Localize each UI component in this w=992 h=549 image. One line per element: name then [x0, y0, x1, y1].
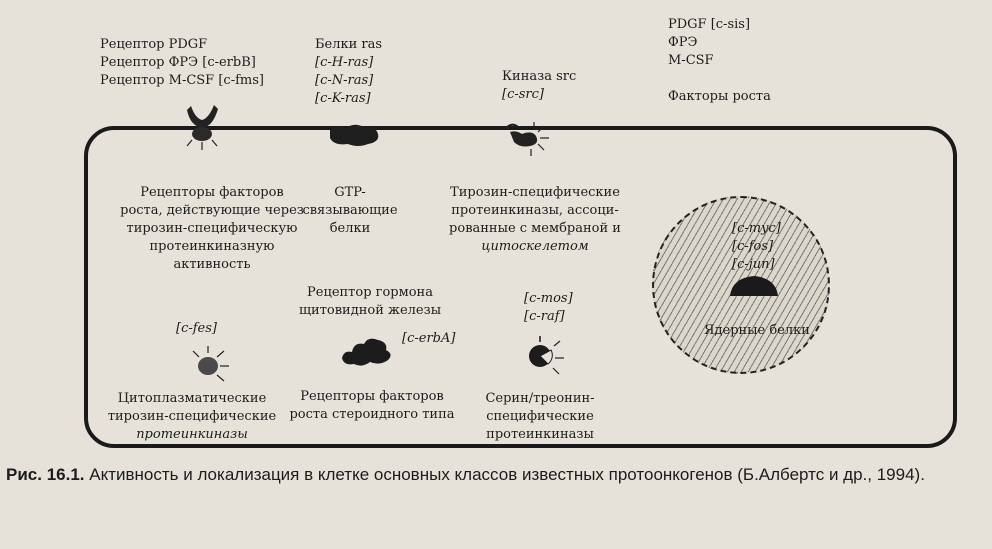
- src-kinase-labels: [502, 68, 576, 104]
- cytoplasmic-line-2: тирозин-специфические: [107, 409, 277, 424]
- serine-description: [470, 390, 610, 444]
- c-n-ras-label: [c-N-ras]: [315, 73, 374, 88]
- receptor-line-5: активность: [173, 257, 251, 272]
- serine-line-2: специфические: [486, 409, 594, 424]
- receptor-line-2: роста, действующие через: [120, 203, 304, 218]
- receptor-icon: [178, 100, 228, 162]
- serine-kinase-icon: [518, 334, 572, 378]
- growth-factors-labels: [668, 16, 771, 106]
- gtp-line-2: связывающие: [302, 203, 398, 218]
- serine-line-1: Серин/треонин-: [485, 391, 595, 406]
- ras-title: Белки ras: [315, 37, 383, 52]
- c-erba-label: [c-erbA]: [402, 331, 456, 346]
- figure-number: Рис. 16.1.: [6, 465, 85, 484]
- mcsf-label: M-CSF: [668, 53, 714, 68]
- steroid-line-2: роста стероидного типа: [289, 407, 455, 422]
- cytoplasmic-description: [92, 390, 292, 444]
- receptor-line-1: Рецепторы факторов: [140, 185, 284, 200]
- cytoplasmic-line-1: Цитоплазматические: [117, 391, 267, 406]
- nuclear-proteins-label: Ядерные белки: [704, 323, 810, 338]
- serine-line-3: протеинкиназы: [486, 427, 594, 442]
- gtp-line-3: белки: [329, 221, 371, 236]
- src-kinase-title: Киназа src: [502, 69, 577, 84]
- nuclear-genes: [732, 220, 781, 274]
- egf-receptor-line: Рецептор ФРЭ [c-erbB]: [100, 55, 256, 70]
- thyroid-line-2: щитовидной железы: [298, 303, 442, 318]
- nuclear-protein-icon: [726, 272, 782, 300]
- cmos-craf-labels: [524, 290, 573, 326]
- receptor-line-3: тирозин-специфическую: [126, 221, 298, 236]
- gtp-protein-icon: [324, 118, 384, 152]
- thyroid-line-1: Рецептор гормона: [307, 285, 433, 300]
- c-fos-label: [c-fos]: [732, 239, 774, 254]
- c-myc-label: [c-myc]: [732, 221, 781, 236]
- growth-factors-title: Факторы роста: [668, 89, 771, 104]
- mcsf-receptor-line: Рецептор M-CSF [c-fms]: [100, 73, 264, 88]
- gtp-line-1: GTP-: [334, 185, 366, 200]
- steroid-description: [282, 388, 462, 424]
- pdgf-receptor-labels: [100, 36, 264, 90]
- thyroid-description: [290, 284, 450, 320]
- c-k-ras-label: [c-K-ras]: [315, 91, 371, 106]
- pdgf-receptor-line: Рецептор PDGF: [100, 37, 208, 52]
- receptor-line-4: протеинкиназную: [149, 239, 275, 254]
- c-jun-label: [c-jun]: [732, 257, 775, 272]
- tyrosine-membrane-line-4: цитоскелетом: [481, 239, 589, 254]
- pdgf-csis-label: PDGF [c-sis]: [668, 17, 751, 32]
- receptor-description: [112, 184, 312, 274]
- ras-proteins-labels: [315, 36, 382, 108]
- cytoplasmic-line-3: протеинкиназы: [136, 427, 248, 442]
- egf-label: ФРЭ: [668, 35, 698, 50]
- tyrosine-membrane-description: [440, 184, 630, 256]
- c-raf-label: [c-raf]: [524, 309, 565, 324]
- src-kinase-icon: [502, 118, 560, 164]
- steroid-line-1: Рецепторы факторов: [300, 389, 444, 404]
- figure-caption: [6, 462, 966, 488]
- c-h-ras-label: [c-H-ras]: [315, 55, 374, 70]
- c-fes-label: [c-fes]: [176, 321, 217, 336]
- tyrosine-membrane-line-1: Тирозин-специфические: [450, 185, 620, 200]
- caption-text: Активность и локализация в клетке основных классов известных протоонкогенов (Б.Албертс и др., 1994).: [84, 465, 925, 484]
- cytoplasmic-kinase-icon: [186, 342, 236, 386]
- c-mos-label: [c-mos]: [524, 291, 573, 306]
- steroid-receptor-icon: [336, 332, 400, 372]
- c-src-label: [c-src]: [502, 87, 544, 102]
- tyrosine-membrane-line-3: рованные с мембраной и: [449, 221, 621, 236]
- gtp-description: [300, 184, 400, 238]
- tyrosine-membrane-line-2: протеинкиназы, ассоци-: [451, 203, 619, 218]
